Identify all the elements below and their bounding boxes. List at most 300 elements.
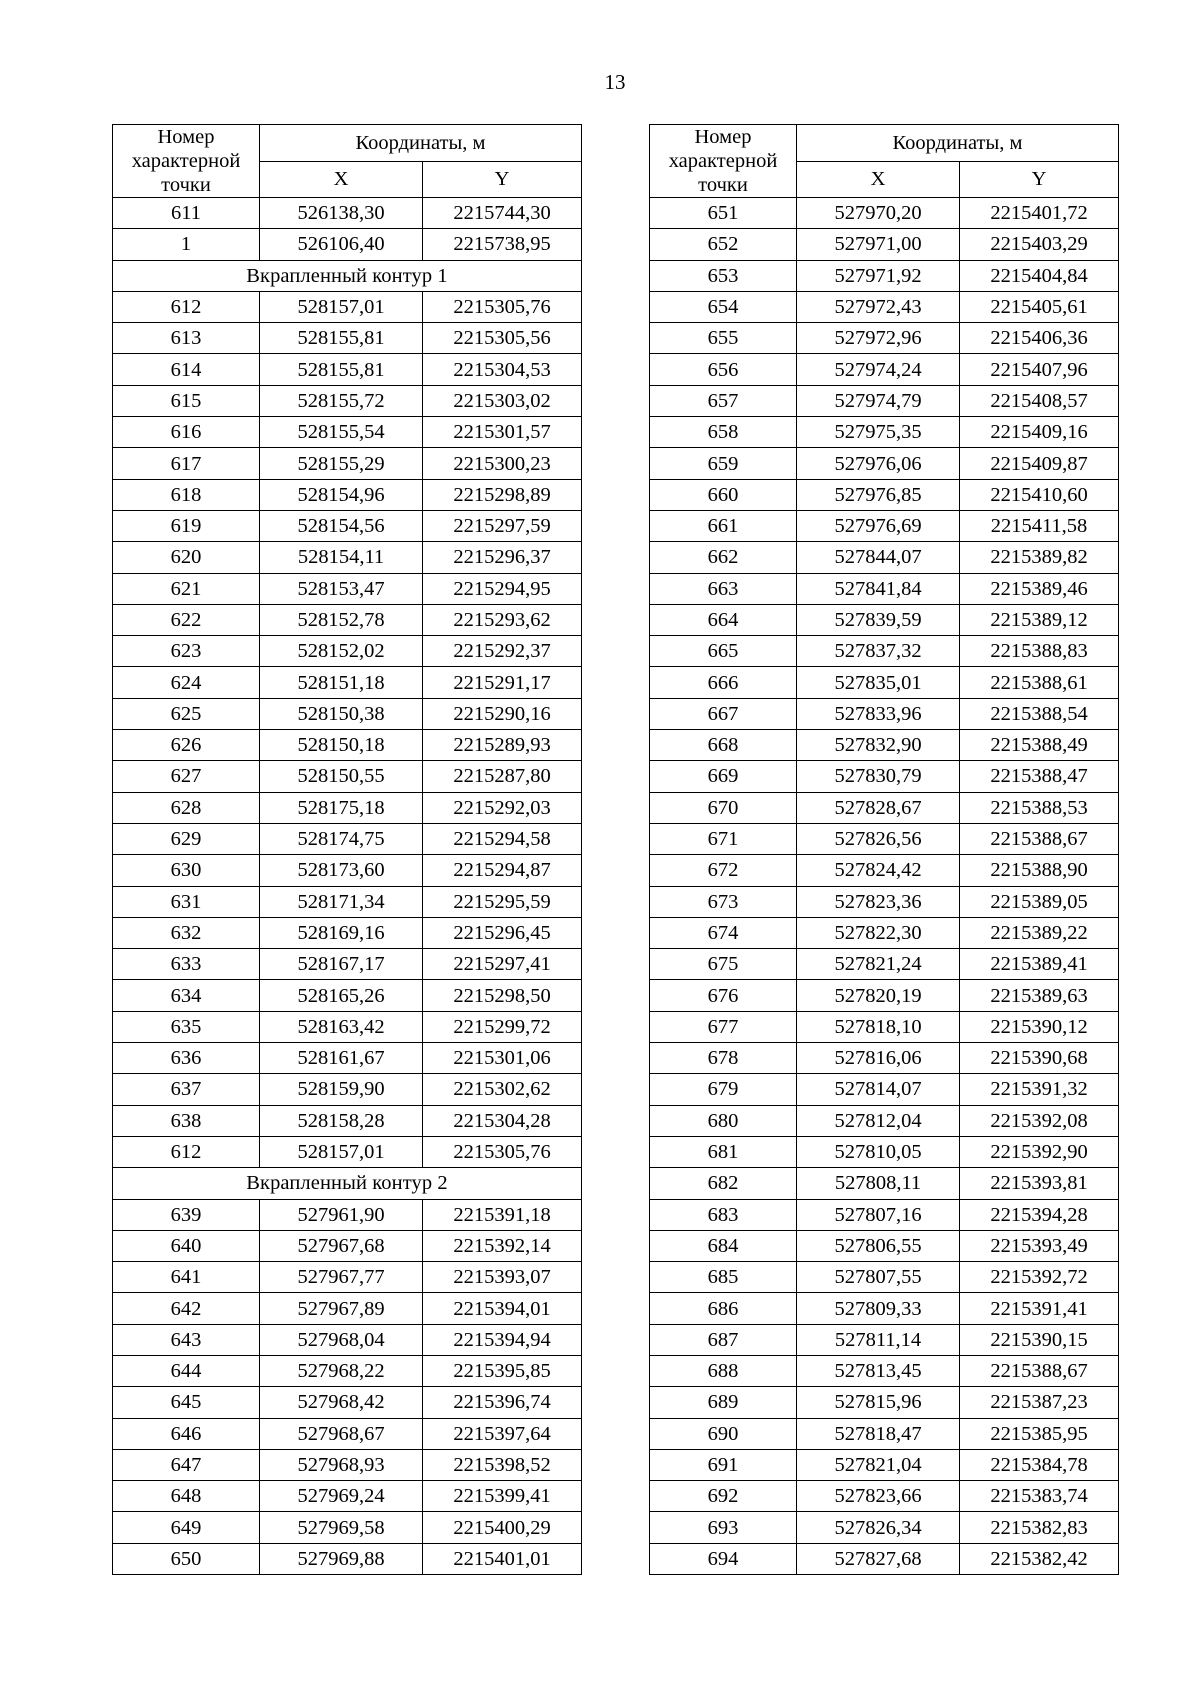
table-row xyxy=(650,1481,1119,1512)
point-number-cell: 645 xyxy=(113,1387,260,1418)
x-coordinate-cell: 528155,29 xyxy=(260,448,423,479)
point-number-cell: 667 xyxy=(650,698,797,729)
table-row xyxy=(113,323,582,354)
header-coordinates: Координаты, м xyxy=(797,125,1119,162)
y-coordinate-cell: 2215388,54 xyxy=(960,698,1119,729)
point-number-cell: 650 xyxy=(113,1543,260,1574)
y-coordinate-cell: 2215409,16 xyxy=(960,417,1119,448)
y-coordinate-cell: 2215290,16 xyxy=(423,698,582,729)
y-coordinate-cell: 2215305,76 xyxy=(423,291,582,322)
table-row xyxy=(113,448,582,479)
x-coordinate-cell: 527833,96 xyxy=(797,698,960,729)
x-coordinate-cell: 527809,33 xyxy=(797,1293,960,1324)
y-coordinate-cell: 2215407,96 xyxy=(960,354,1119,385)
point-number-cell: 653 xyxy=(650,260,797,291)
point-number-cell: 678 xyxy=(650,1043,797,1074)
header-x: X xyxy=(797,161,960,198)
y-coordinate-cell: 2215294,87 xyxy=(423,855,582,886)
y-coordinate-cell: 2215292,03 xyxy=(423,792,582,823)
point-number-cell: 668 xyxy=(650,730,797,761)
table-row xyxy=(113,1136,582,1167)
x-coordinate-cell: 528155,54 xyxy=(260,417,423,448)
point-number-cell: 1 xyxy=(113,229,260,260)
table-row xyxy=(650,855,1119,886)
x-coordinate-cell: 528167,17 xyxy=(260,949,423,980)
point-number-cell: 612 xyxy=(113,1136,260,1167)
x-coordinate-cell: 528155,81 xyxy=(260,323,423,354)
x-coordinate-cell: 528154,96 xyxy=(260,479,423,510)
y-coordinate-cell: 2215298,50 xyxy=(423,980,582,1011)
point-number-cell: 625 xyxy=(113,698,260,729)
x-coordinate-cell: 528161,67 xyxy=(260,1043,423,1074)
table-row xyxy=(650,1387,1119,1418)
x-coordinate-cell: 528150,55 xyxy=(260,761,423,792)
x-coordinate-cell: 528154,11 xyxy=(260,542,423,573)
x-coordinate-cell: 527808,11 xyxy=(797,1168,960,1199)
x-coordinate-cell: 528171,34 xyxy=(260,886,423,917)
x-coordinate-cell: 528159,90 xyxy=(260,1074,423,1105)
table-row xyxy=(650,730,1119,761)
point-number-cell: 694 xyxy=(650,1543,797,1574)
section-row xyxy=(113,260,582,291)
x-coordinate-cell: 528153,47 xyxy=(260,573,423,604)
point-number-cell: 655 xyxy=(650,323,797,354)
point-number-cell: 635 xyxy=(113,1011,260,1042)
point-number-cell: 679 xyxy=(650,1074,797,1105)
table-row xyxy=(650,917,1119,948)
x-coordinate-cell: 527974,24 xyxy=(797,354,960,385)
x-coordinate-cell: 528157,01 xyxy=(260,1136,423,1167)
y-coordinate-cell: 2215392,72 xyxy=(960,1262,1119,1293)
x-coordinate-cell: 527976,69 xyxy=(797,510,960,541)
y-coordinate-cell: 2215304,28 xyxy=(423,1105,582,1136)
x-coordinate-cell: 527967,77 xyxy=(260,1262,423,1293)
table-row xyxy=(113,980,582,1011)
y-coordinate-cell: 2215401,01 xyxy=(423,1543,582,1574)
point-number-cell: 642 xyxy=(113,1293,260,1324)
y-coordinate-cell: 2215305,56 xyxy=(423,323,582,354)
table-row xyxy=(650,1074,1119,1105)
y-coordinate-cell: 2215382,42 xyxy=(960,1543,1119,1574)
x-coordinate-cell: 527972,43 xyxy=(797,291,960,322)
y-coordinate-cell: 2215292,37 xyxy=(423,636,582,667)
table-row xyxy=(113,573,582,604)
y-coordinate-cell: 2215738,95 xyxy=(423,229,582,260)
table-row xyxy=(113,1355,582,1386)
y-coordinate-cell: 2215297,41 xyxy=(423,949,582,980)
point-number-cell: 618 xyxy=(113,479,260,510)
table-row xyxy=(113,823,582,854)
table-row xyxy=(113,1293,582,1324)
point-number-cell: 621 xyxy=(113,573,260,604)
x-coordinate-cell: 527976,06 xyxy=(797,448,960,479)
x-coordinate-cell: 527828,67 xyxy=(797,792,960,823)
table-row xyxy=(650,980,1119,1011)
table-row xyxy=(113,510,582,541)
x-coordinate-cell: 528169,16 xyxy=(260,917,423,948)
y-coordinate-cell: 2215295,59 xyxy=(423,886,582,917)
y-coordinate-cell: 2215405,61 xyxy=(960,291,1119,322)
x-coordinate-cell: 527823,36 xyxy=(797,886,960,917)
table-row xyxy=(113,354,582,385)
point-number-cell: 611 xyxy=(113,198,260,229)
y-coordinate-cell: 2215390,15 xyxy=(960,1324,1119,1355)
y-coordinate-cell: 2215382,83 xyxy=(960,1512,1119,1543)
section-title: Вкрапленный контур 1 xyxy=(113,260,582,291)
y-coordinate-cell: 2215389,22 xyxy=(960,917,1119,948)
x-coordinate-cell: 528154,56 xyxy=(260,510,423,541)
x-coordinate-cell: 527969,24 xyxy=(260,1481,423,1512)
y-coordinate-cell: 2215388,53 xyxy=(960,792,1119,823)
table-row xyxy=(650,636,1119,667)
x-coordinate-cell: 526106,40 xyxy=(260,229,423,260)
x-coordinate-cell: 527807,55 xyxy=(797,1262,960,1293)
x-coordinate-cell: 527967,68 xyxy=(260,1230,423,1261)
point-number-cell: 638 xyxy=(113,1105,260,1136)
y-coordinate-cell: 2215391,18 xyxy=(423,1199,582,1230)
table-row xyxy=(113,1043,582,1074)
table-row xyxy=(113,479,582,510)
header-point-number: Номер характерной точки xyxy=(650,125,797,198)
x-coordinate-cell: 528150,18 xyxy=(260,730,423,761)
point-number-cell: 664 xyxy=(650,604,797,635)
table-row xyxy=(650,792,1119,823)
table-row xyxy=(113,385,582,416)
table-row xyxy=(113,1449,582,1480)
point-number-cell: 622 xyxy=(113,604,260,635)
x-coordinate-cell: 527821,24 xyxy=(797,949,960,980)
point-number-cell: 658 xyxy=(650,417,797,448)
point-number-cell: 692 xyxy=(650,1481,797,1512)
table-row xyxy=(113,1074,582,1105)
header-coordinates: Координаты, м xyxy=(260,125,582,162)
point-number-cell: 684 xyxy=(650,1230,797,1261)
table-row xyxy=(113,198,582,229)
x-coordinate-cell: 527968,42 xyxy=(260,1387,423,1418)
point-number-cell: 627 xyxy=(113,761,260,792)
x-coordinate-cell: 527972,96 xyxy=(797,323,960,354)
y-coordinate-cell: 2215392,90 xyxy=(960,1136,1119,1167)
table-row xyxy=(650,1512,1119,1543)
x-coordinate-cell: 527822,30 xyxy=(797,917,960,948)
point-number-cell: 632 xyxy=(113,917,260,948)
x-coordinate-cell: 527968,93 xyxy=(260,1449,423,1480)
section-row xyxy=(113,1168,582,1199)
point-number-cell: 659 xyxy=(650,448,797,479)
table-row xyxy=(113,917,582,948)
y-coordinate-cell: 2215389,05 xyxy=(960,886,1119,917)
y-coordinate-cell: 2215397,64 xyxy=(423,1418,582,1449)
y-coordinate-cell: 2215383,74 xyxy=(960,1481,1119,1512)
table-row xyxy=(650,823,1119,854)
point-number-cell: 623 xyxy=(113,636,260,667)
y-coordinate-cell: 2215389,63 xyxy=(960,980,1119,1011)
table-row xyxy=(113,1105,582,1136)
x-coordinate-cell: 527968,22 xyxy=(260,1355,423,1386)
y-coordinate-cell: 2215396,74 xyxy=(423,1387,582,1418)
x-coordinate-cell: 527839,59 xyxy=(797,604,960,635)
x-coordinate-cell: 527826,56 xyxy=(797,823,960,854)
point-number-cell: 628 xyxy=(113,792,260,823)
point-number-cell: 651 xyxy=(650,198,797,229)
y-coordinate-cell: 2215403,29 xyxy=(960,229,1119,260)
y-coordinate-cell: 2215393,49 xyxy=(960,1230,1119,1261)
table-row xyxy=(650,1011,1119,1042)
x-coordinate-cell: 528163,42 xyxy=(260,1011,423,1042)
point-number-cell: 613 xyxy=(113,323,260,354)
point-number-cell: 669 xyxy=(650,761,797,792)
point-number-cell: 637 xyxy=(113,1074,260,1105)
y-coordinate-cell: 2215291,17 xyxy=(423,667,582,698)
point-number-cell: 612 xyxy=(113,291,260,322)
x-coordinate-cell: 527968,67 xyxy=(260,1418,423,1449)
x-coordinate-cell: 527832,90 xyxy=(797,730,960,761)
table-row xyxy=(650,1136,1119,1167)
table-row xyxy=(650,698,1119,729)
y-coordinate-cell: 2215395,85 xyxy=(423,1355,582,1386)
x-coordinate-cell: 527974,79 xyxy=(797,385,960,416)
point-number-cell: 657 xyxy=(650,385,797,416)
x-coordinate-cell: 528151,18 xyxy=(260,667,423,698)
y-coordinate-cell: 2215409,87 xyxy=(960,448,1119,479)
table-row xyxy=(113,1262,582,1293)
y-coordinate-cell: 2215293,62 xyxy=(423,604,582,635)
table-row xyxy=(113,1543,582,1574)
point-number-cell: 652 xyxy=(650,229,797,260)
point-number-cell: 640 xyxy=(113,1230,260,1261)
table-row xyxy=(113,1230,582,1261)
x-coordinate-cell: 528157,01 xyxy=(260,291,423,322)
point-number-cell: 643 xyxy=(113,1324,260,1355)
x-coordinate-cell: 527814,07 xyxy=(797,1074,960,1105)
y-coordinate-cell: 2215389,41 xyxy=(960,949,1119,980)
point-number-cell: 687 xyxy=(650,1324,797,1355)
y-coordinate-cell: 2215387,23 xyxy=(960,1387,1119,1418)
y-coordinate-cell: 2215302,62 xyxy=(423,1074,582,1105)
table-row xyxy=(650,1324,1119,1355)
y-coordinate-cell: 2215305,76 xyxy=(423,1136,582,1167)
y-coordinate-cell: 2215388,90 xyxy=(960,855,1119,886)
point-number-cell: 666 xyxy=(650,667,797,698)
table-row xyxy=(650,354,1119,385)
x-coordinate-cell: 527835,01 xyxy=(797,667,960,698)
point-number-cell: 616 xyxy=(113,417,260,448)
point-number-cell: 671 xyxy=(650,823,797,854)
y-coordinate-cell: 2215296,45 xyxy=(423,917,582,948)
point-number-cell: 615 xyxy=(113,385,260,416)
table-row xyxy=(113,1011,582,1042)
point-number-cell: 677 xyxy=(650,1011,797,1042)
point-number-cell: 630 xyxy=(113,855,260,886)
x-coordinate-cell: 527811,14 xyxy=(797,1324,960,1355)
y-coordinate-cell: 2215388,47 xyxy=(960,761,1119,792)
table-row xyxy=(113,761,582,792)
y-coordinate-cell: 2215401,72 xyxy=(960,198,1119,229)
point-number-cell: 682 xyxy=(650,1168,797,1199)
point-number-cell: 624 xyxy=(113,667,260,698)
table-row xyxy=(650,1543,1119,1574)
point-number-cell: 647 xyxy=(113,1449,260,1480)
y-coordinate-cell: 2215394,28 xyxy=(960,1199,1119,1230)
y-coordinate-cell: 2215388,49 xyxy=(960,730,1119,761)
x-coordinate-cell: 528165,26 xyxy=(260,980,423,1011)
y-coordinate-cell: 2215390,68 xyxy=(960,1043,1119,1074)
table-row xyxy=(650,1199,1119,1230)
y-coordinate-cell: 2215388,61 xyxy=(960,667,1119,698)
table-row xyxy=(650,260,1119,291)
point-number-cell: 633 xyxy=(113,949,260,980)
table-row xyxy=(113,667,582,698)
point-number-cell: 631 xyxy=(113,886,260,917)
point-number-cell: 691 xyxy=(650,1449,797,1480)
table-row xyxy=(650,291,1119,322)
table-row xyxy=(650,1043,1119,1074)
y-coordinate-cell: 2215410,60 xyxy=(960,479,1119,510)
y-coordinate-cell: 2215287,80 xyxy=(423,761,582,792)
point-number-cell: 672 xyxy=(650,855,797,886)
point-number-cell: 649 xyxy=(113,1512,260,1543)
point-number-cell: 693 xyxy=(650,1512,797,1543)
point-number-cell: 676 xyxy=(650,980,797,1011)
y-coordinate-cell: 2215388,67 xyxy=(960,1355,1119,1386)
table-row xyxy=(650,229,1119,260)
header-point-number: Номер характерной точки xyxy=(113,125,260,198)
point-number-cell: 641 xyxy=(113,1262,260,1293)
x-coordinate-cell: 527970,20 xyxy=(797,198,960,229)
point-number-cell: 675 xyxy=(650,949,797,980)
y-coordinate-cell: 2215394,01 xyxy=(423,1293,582,1324)
point-number-cell: 644 xyxy=(113,1355,260,1386)
y-coordinate-cell: 2215398,52 xyxy=(423,1449,582,1480)
x-coordinate-cell: 526138,30 xyxy=(260,198,423,229)
table-row xyxy=(650,479,1119,510)
point-number-cell: 688 xyxy=(650,1355,797,1386)
table-row xyxy=(650,542,1119,573)
point-number-cell: 663 xyxy=(650,573,797,604)
table-row xyxy=(113,792,582,823)
table-row xyxy=(650,1293,1119,1324)
coordinates-table-right xyxy=(649,124,1119,1575)
x-coordinate-cell: 528150,38 xyxy=(260,698,423,729)
point-number-cell: 661 xyxy=(650,510,797,541)
table-row xyxy=(650,573,1119,604)
point-number-cell: 639 xyxy=(113,1199,260,1230)
point-number-cell: 636 xyxy=(113,1043,260,1074)
table-row xyxy=(650,510,1119,541)
table-row xyxy=(650,667,1119,698)
x-coordinate-cell: 527818,10 xyxy=(797,1011,960,1042)
table-row xyxy=(113,730,582,761)
table-row xyxy=(113,604,582,635)
table-row xyxy=(113,229,582,260)
table-row xyxy=(113,542,582,573)
point-number-cell: 617 xyxy=(113,448,260,479)
y-coordinate-cell: 2215296,37 xyxy=(423,542,582,573)
x-coordinate-cell: 528158,28 xyxy=(260,1105,423,1136)
y-coordinate-cell: 2215294,58 xyxy=(423,823,582,854)
y-coordinate-cell: 2215300,23 xyxy=(423,448,582,479)
table-row xyxy=(650,1262,1119,1293)
page-number: 13 xyxy=(604,70,626,94)
x-coordinate-cell: 527821,04 xyxy=(797,1449,960,1480)
y-coordinate-cell: 2215408,57 xyxy=(960,385,1119,416)
x-coordinate-cell: 527841,84 xyxy=(797,573,960,604)
y-coordinate-cell: 2215393,81 xyxy=(960,1168,1119,1199)
y-coordinate-cell: 2215389,82 xyxy=(960,542,1119,573)
y-coordinate-cell: 2215393,07 xyxy=(423,1262,582,1293)
table-row xyxy=(113,636,582,667)
point-number-cell: 626 xyxy=(113,730,260,761)
y-coordinate-cell: 2215301,06 xyxy=(423,1043,582,1074)
point-number-cell: 683 xyxy=(650,1199,797,1230)
y-coordinate-cell: 2215304,53 xyxy=(423,354,582,385)
table-row xyxy=(113,698,582,729)
table-row xyxy=(113,1418,582,1449)
x-coordinate-cell: 527830,79 xyxy=(797,761,960,792)
point-number-cell: 660 xyxy=(650,479,797,510)
x-coordinate-cell: 527827,68 xyxy=(797,1543,960,1574)
table-row xyxy=(113,417,582,448)
table-row xyxy=(113,1199,582,1230)
point-number-cell: 629 xyxy=(113,823,260,854)
y-coordinate-cell: 2215411,58 xyxy=(960,510,1119,541)
x-coordinate-cell: 528174,75 xyxy=(260,823,423,854)
y-coordinate-cell: 2215389,12 xyxy=(960,604,1119,635)
y-coordinate-cell: 2215406,36 xyxy=(960,323,1119,354)
x-coordinate-cell: 528152,02 xyxy=(260,636,423,667)
x-coordinate-cell: 528175,18 xyxy=(260,792,423,823)
y-coordinate-cell: 2215399,41 xyxy=(423,1481,582,1512)
y-coordinate-cell: 2215301,57 xyxy=(423,417,582,448)
point-number-cell: 685 xyxy=(650,1262,797,1293)
point-number-cell: 656 xyxy=(650,354,797,385)
y-coordinate-cell: 2215389,46 xyxy=(960,573,1119,604)
x-coordinate-cell: 527816,06 xyxy=(797,1043,960,1074)
x-coordinate-cell: 527967,89 xyxy=(260,1293,423,1324)
y-coordinate-cell: 2215394,94 xyxy=(423,1324,582,1355)
x-coordinate-cell: 527815,96 xyxy=(797,1387,960,1418)
point-number-cell: 673 xyxy=(650,886,797,917)
table-row xyxy=(650,417,1119,448)
y-coordinate-cell: 2215744,30 xyxy=(423,198,582,229)
y-coordinate-cell: 2215392,14 xyxy=(423,1230,582,1261)
y-coordinate-cell: 2215299,72 xyxy=(423,1011,582,1042)
table-row xyxy=(113,886,582,917)
point-number-cell: 690 xyxy=(650,1418,797,1449)
x-coordinate-cell: 527820,19 xyxy=(797,980,960,1011)
header-y: Y xyxy=(960,161,1119,198)
coordinates-table-left xyxy=(112,124,582,1575)
y-coordinate-cell: 2215298,89 xyxy=(423,479,582,510)
x-coordinate-cell: 527807,16 xyxy=(797,1199,960,1230)
y-coordinate-cell: 2215384,78 xyxy=(960,1449,1119,1480)
x-coordinate-cell: 527818,47 xyxy=(797,1418,960,1449)
y-coordinate-cell: 2215385,95 xyxy=(960,1418,1119,1449)
x-coordinate-cell: 527971,00 xyxy=(797,229,960,260)
x-coordinate-cell: 527810,05 xyxy=(797,1136,960,1167)
x-coordinate-cell: 527824,42 xyxy=(797,855,960,886)
point-number-cell: 619 xyxy=(113,510,260,541)
table-row xyxy=(113,1387,582,1418)
x-coordinate-cell: 527813,45 xyxy=(797,1355,960,1386)
point-number-cell: 665 xyxy=(650,636,797,667)
table-row xyxy=(113,855,582,886)
x-coordinate-cell: 527968,04 xyxy=(260,1324,423,1355)
table-row xyxy=(650,448,1119,479)
y-coordinate-cell: 2215390,12 xyxy=(960,1011,1119,1042)
y-coordinate-cell: 2215400,29 xyxy=(423,1512,582,1543)
point-number-cell: 662 xyxy=(650,542,797,573)
